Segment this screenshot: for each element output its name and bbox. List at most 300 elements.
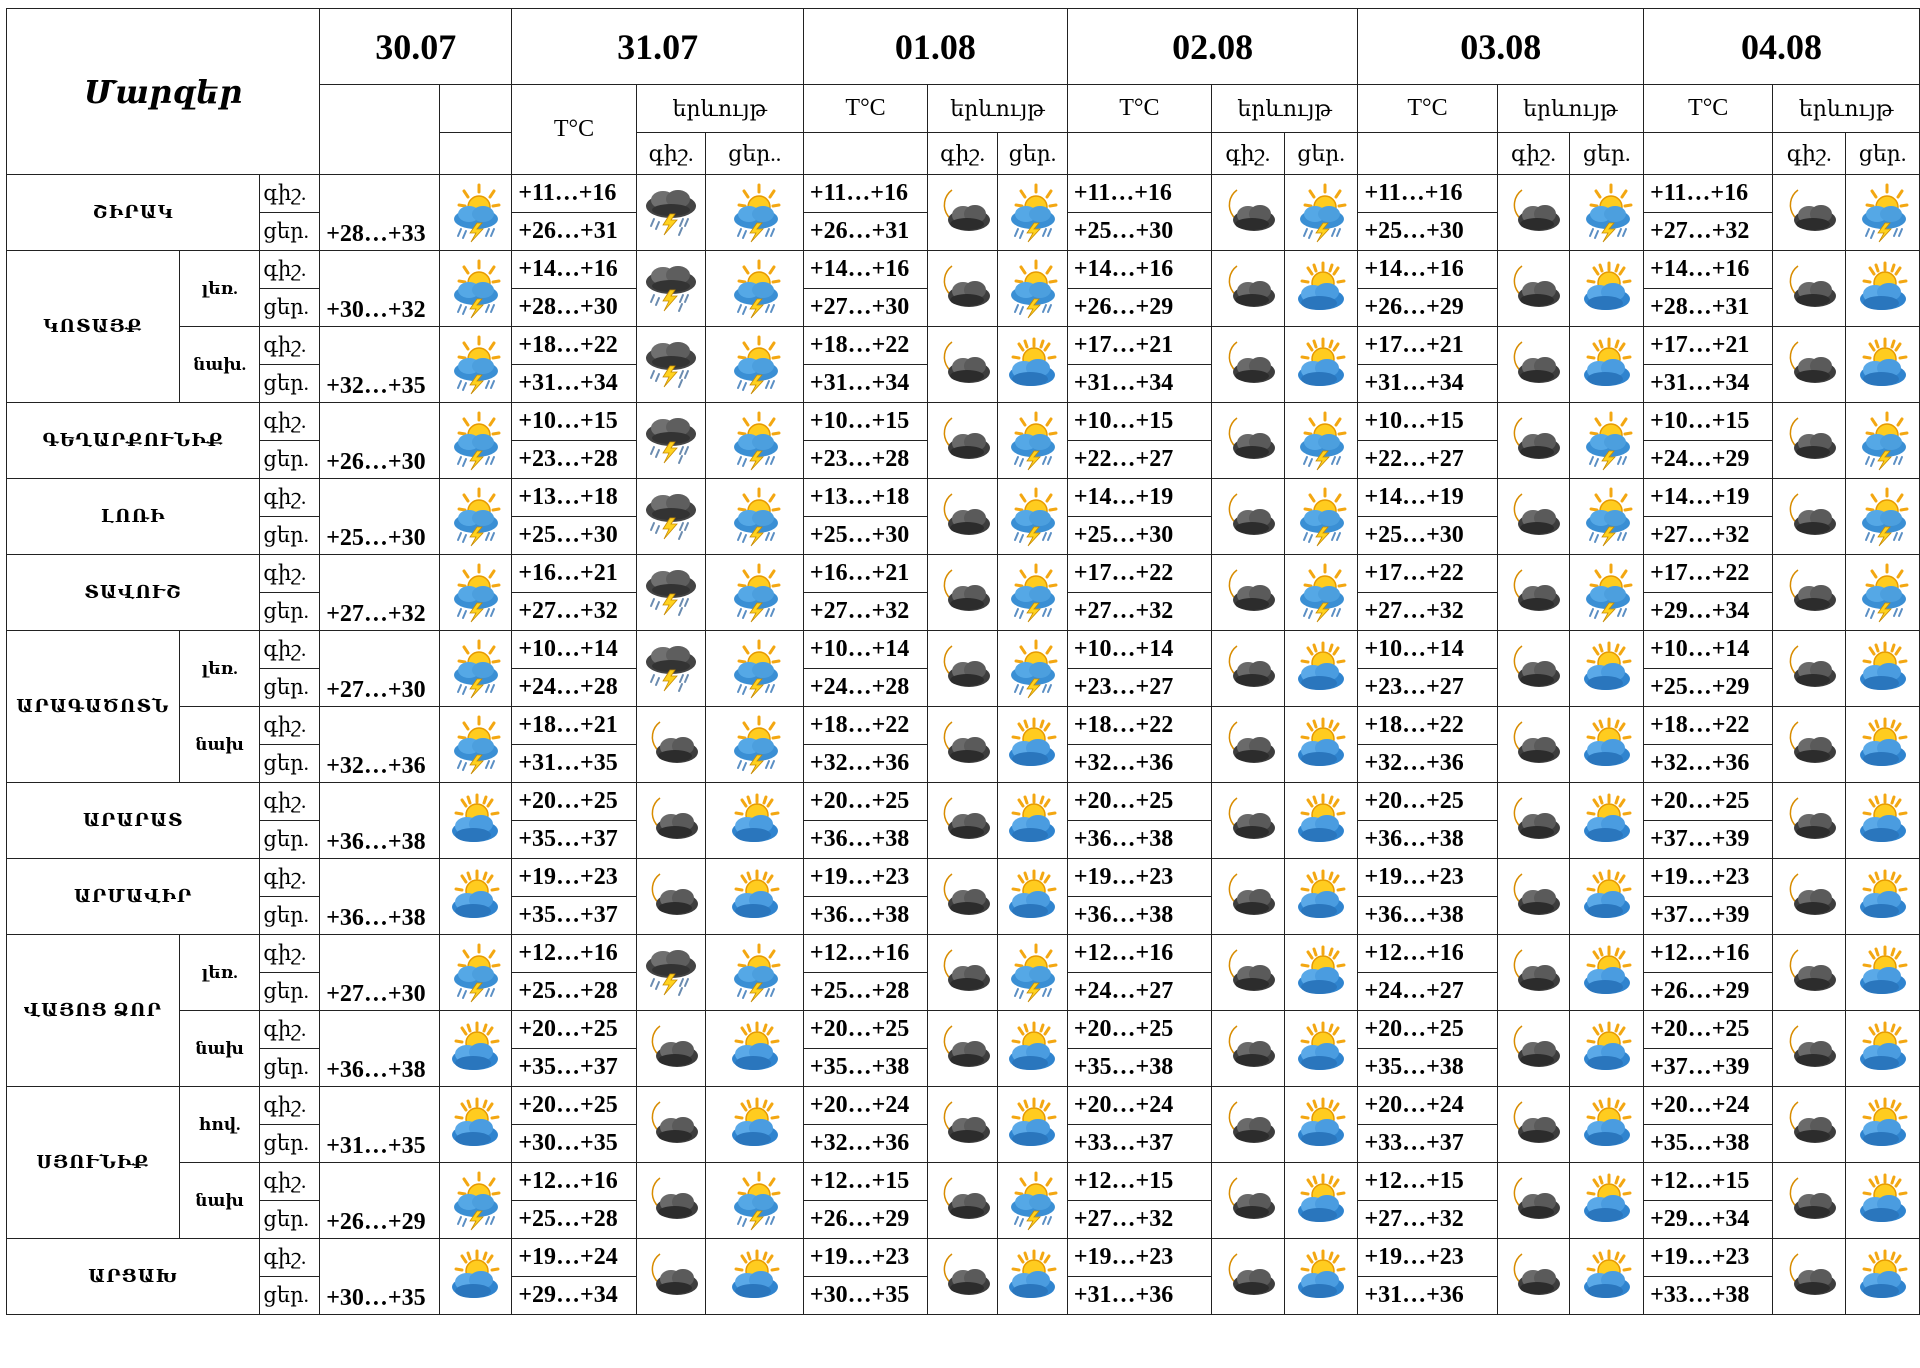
moon-cloud-icon bbox=[1780, 583, 1838, 600]
region-row bbox=[7, 327, 1920, 365]
sun-cloud-icon bbox=[1293, 1267, 1349, 1284]
weather-icon-cell bbox=[928, 555, 998, 631]
storm-sun-icon bbox=[1004, 507, 1060, 524]
night-label: գիշ. bbox=[260, 1011, 320, 1049]
sun-cloud-icon bbox=[1855, 1267, 1911, 1284]
weather-icon-cell bbox=[1846, 555, 1920, 631]
weather-icon-cell bbox=[1211, 859, 1284, 935]
night-temp: +18…+22 bbox=[803, 327, 927, 365]
day-label: ցեր. bbox=[260, 821, 320, 859]
day-temp: +26…+29 bbox=[803, 1201, 927, 1239]
weather-icon-cell bbox=[706, 327, 803, 403]
moon-cloud-icon bbox=[1504, 355, 1562, 372]
weather-icon-cell bbox=[928, 1239, 998, 1315]
moon-cloud-icon bbox=[934, 583, 992, 600]
sun-cloud-icon bbox=[1855, 355, 1911, 372]
storm-sun-icon bbox=[1004, 431, 1060, 448]
subregion-name: նախ. bbox=[179, 327, 260, 403]
weather-icon-cell bbox=[439, 1011, 512, 1087]
weather-icon-cell bbox=[636, 251, 706, 327]
moon-cloud-icon bbox=[642, 735, 700, 752]
night-temp: +20…+25 bbox=[1067, 783, 1211, 821]
day-temp: +36…+38 bbox=[1358, 821, 1497, 859]
night-temp: +19…+23 bbox=[1067, 859, 1211, 897]
day-temp: +31…+36 bbox=[1067, 1277, 1211, 1315]
storm-sun-icon bbox=[447, 1191, 503, 1208]
moon-cloud-icon bbox=[1780, 1115, 1838, 1132]
moon-cloud-icon bbox=[934, 1191, 992, 1208]
moon-cloud-icon bbox=[1219, 203, 1277, 220]
sun-cloud-icon bbox=[1293, 963, 1349, 980]
storm-sun-icon bbox=[1855, 583, 1911, 600]
day-temp: +25…+28 bbox=[512, 1201, 636, 1239]
weather-icon-cell bbox=[1846, 1011, 1920, 1087]
moon-cloud-icon bbox=[1780, 1267, 1838, 1284]
day-temp: +27…+32 bbox=[1644, 517, 1773, 555]
night-temp: +20…+25 bbox=[1644, 783, 1773, 821]
weather-icon-cell bbox=[1497, 1163, 1570, 1239]
storm-sun-icon bbox=[1579, 583, 1635, 600]
regions-header: Մարզեր bbox=[7, 9, 320, 175]
empty-header-cell bbox=[1358, 133, 1497, 175]
day-temp: +37…+39 bbox=[1644, 897, 1773, 935]
moon-cloud-icon bbox=[934, 1267, 992, 1284]
weather-icon-cell bbox=[1284, 783, 1358, 859]
sun-cloud-icon bbox=[1579, 279, 1635, 296]
weather-icon-cell bbox=[636, 555, 706, 631]
weather-icon-cell bbox=[706, 479, 803, 555]
phenomenon-header: երևույթ bbox=[1773, 85, 1920, 133]
first-day-temp: +27…+30 bbox=[320, 631, 439, 707]
moon-cloud-icon bbox=[1780, 1039, 1838, 1056]
weather-icon-cell bbox=[1846, 1087, 1920, 1163]
storm-cloud-icon bbox=[642, 355, 700, 372]
weather-icon-cell bbox=[1497, 1011, 1570, 1087]
night-temp: +17…+21 bbox=[1358, 327, 1497, 365]
storm-cloud-icon bbox=[642, 659, 700, 676]
night-temp: +17…+21 bbox=[1644, 327, 1773, 365]
day-temp: +32…+36 bbox=[803, 1125, 927, 1163]
storm-cloud-icon bbox=[642, 507, 700, 524]
moon-cloud-icon bbox=[934, 735, 992, 752]
weather-icon-cell bbox=[1846, 1239, 1920, 1315]
moon-cloud-icon bbox=[1504, 507, 1562, 524]
day-temp: +35…+37 bbox=[512, 897, 636, 935]
night-header: գիշ. bbox=[1211, 133, 1284, 175]
weather-icon-cell bbox=[1284, 631, 1358, 707]
weather-icon-cell bbox=[1773, 1011, 1846, 1087]
weather-icon-cell bbox=[1497, 935, 1570, 1011]
day-label: ցեր. bbox=[260, 669, 320, 707]
weather-icon-cell bbox=[998, 859, 1068, 935]
moon-cloud-icon bbox=[1504, 1115, 1562, 1132]
night-temp: +20…+24 bbox=[803, 1087, 927, 1125]
night-temp: +19…+23 bbox=[803, 859, 927, 897]
storm-sun-icon bbox=[1293, 507, 1349, 524]
weather-icon-cell bbox=[998, 327, 1068, 403]
sun-cloud-icon bbox=[1293, 1115, 1349, 1132]
day-header: ցեր. bbox=[1284, 133, 1358, 175]
weather-icon-cell bbox=[1497, 1087, 1570, 1163]
weather-icon-cell bbox=[998, 251, 1068, 327]
weather-icon-cell bbox=[998, 555, 1068, 631]
weather-icon-cell bbox=[1497, 707, 1570, 783]
sun-cloud-icon bbox=[1004, 1115, 1060, 1132]
weather-icon-cell bbox=[1497, 859, 1570, 935]
region-row bbox=[7, 1163, 1920, 1201]
weather-icon-cell bbox=[1211, 707, 1284, 783]
night-temp: +14…+19 bbox=[1067, 479, 1211, 517]
night-temp: +20…+25 bbox=[803, 1011, 927, 1049]
storm-sun-icon bbox=[1004, 659, 1060, 676]
region-row bbox=[7, 1011, 1920, 1049]
storm-sun-icon bbox=[1855, 431, 1911, 448]
region-row bbox=[7, 783, 1920, 821]
weather-icon-cell bbox=[1284, 479, 1358, 555]
night-temp: +10…+15 bbox=[1358, 403, 1497, 441]
moon-cloud-icon bbox=[1504, 963, 1562, 980]
region-row bbox=[7, 707, 1920, 745]
day-temp: +25…+30 bbox=[803, 517, 927, 555]
moon-cloud-icon bbox=[934, 279, 992, 296]
weather-icon-cell bbox=[1284, 935, 1358, 1011]
storm-sun-icon bbox=[1855, 203, 1911, 220]
day-temp: +25…+30 bbox=[1358, 213, 1497, 251]
day-temp: +36…+38 bbox=[1358, 897, 1497, 935]
day-temp: +26…+31 bbox=[512, 213, 636, 251]
night-temp: +10…+15 bbox=[803, 403, 927, 441]
weather-icon-cell bbox=[1211, 403, 1284, 479]
empty-header-cell bbox=[1644, 133, 1773, 175]
day-temp: +23…+27 bbox=[1358, 669, 1497, 707]
sun-cloud-icon bbox=[447, 1267, 503, 1284]
weather-icon-cell bbox=[636, 327, 706, 403]
day-temp: +24…+28 bbox=[803, 669, 927, 707]
night-label: գիշ. bbox=[260, 631, 320, 669]
night-temp: +12…+16 bbox=[803, 935, 927, 973]
day-temp: +27…+30 bbox=[803, 289, 927, 327]
weather-icon-cell bbox=[636, 1087, 706, 1163]
day-temp: +32…+36 bbox=[1644, 745, 1773, 783]
date-header: 04.08 bbox=[1644, 9, 1920, 85]
weather-icon-cell bbox=[1497, 1239, 1570, 1315]
night-temp: +18…+22 bbox=[1067, 707, 1211, 745]
moon-cloud-icon bbox=[642, 1115, 700, 1132]
weather-icon-cell bbox=[636, 707, 706, 783]
night-temp: +20…+25 bbox=[512, 1011, 636, 1049]
day-temp: +27…+32 bbox=[512, 593, 636, 631]
night-temp: +10…+14 bbox=[803, 631, 927, 669]
night-temp: +19…+23 bbox=[1358, 1239, 1497, 1277]
day-temp: +32…+36 bbox=[1358, 745, 1497, 783]
weather-icon-cell bbox=[1497, 403, 1570, 479]
moon-cloud-icon bbox=[642, 1267, 700, 1284]
weather-icon-cell bbox=[1284, 403, 1358, 479]
weather-icon-cell bbox=[1211, 1087, 1284, 1163]
day-temp: +24…+29 bbox=[1644, 441, 1773, 479]
weather-icon-cell bbox=[998, 783, 1068, 859]
storm-sun-icon bbox=[447, 355, 503, 372]
weather-icon-cell bbox=[1497, 251, 1570, 327]
weather-icon-cell bbox=[1211, 555, 1284, 631]
storm-sun-icon bbox=[727, 963, 783, 980]
forecast-container bbox=[6, 8, 1920, 1315]
weather-icon-cell bbox=[439, 1163, 512, 1239]
night-temp: +20…+25 bbox=[512, 1087, 636, 1125]
moon-cloud-icon bbox=[1504, 203, 1562, 220]
weather-icon-cell bbox=[706, 859, 803, 935]
sun-cloud-icon bbox=[1579, 355, 1635, 372]
moon-cloud-icon bbox=[934, 355, 992, 372]
day-temp: +35…+37 bbox=[512, 1049, 636, 1087]
weather-icon-cell bbox=[706, 403, 803, 479]
date-header: 02.08 bbox=[1067, 9, 1358, 85]
storm-sun-icon bbox=[447, 583, 503, 600]
moon-cloud-icon bbox=[1219, 887, 1277, 904]
day-temp: +27…+32 bbox=[803, 593, 927, 631]
day-temp: +31…+34 bbox=[512, 365, 636, 403]
region-name: ԿՈՏԱՅՔ bbox=[7, 251, 180, 403]
sun-cloud-icon bbox=[1855, 1191, 1911, 1208]
subregion-name: նախ bbox=[179, 1011, 260, 1087]
moon-cloud-icon bbox=[1219, 1115, 1277, 1132]
day-temp: +30…+35 bbox=[512, 1125, 636, 1163]
weather-icon-cell bbox=[1497, 555, 1570, 631]
subregion-name: լեռ. bbox=[179, 251, 260, 327]
weather-icon-cell bbox=[1846, 631, 1920, 707]
day-temp: +35…+38 bbox=[803, 1049, 927, 1087]
night-temp: +14…+16 bbox=[1067, 251, 1211, 289]
day-temp: +27…+32 bbox=[1644, 213, 1773, 251]
weather-icon-cell bbox=[1773, 175, 1846, 251]
night-temp: +11…+16 bbox=[1358, 175, 1497, 213]
region-row bbox=[7, 631, 1920, 669]
weather-icon-cell bbox=[1211, 251, 1284, 327]
moon-cloud-icon bbox=[1780, 355, 1838, 372]
sun-cloud-icon bbox=[1293, 811, 1349, 828]
weather-icon-cell bbox=[1284, 1087, 1358, 1163]
weather-icon-cell bbox=[439, 1087, 512, 1163]
moon-cloud-icon bbox=[1504, 279, 1562, 296]
sun-cloud-icon bbox=[1579, 811, 1635, 828]
day-label: ցեր. bbox=[260, 973, 320, 1011]
day-header: ցեր.. bbox=[706, 133, 803, 175]
storm-sun-icon bbox=[1579, 203, 1635, 220]
region-name: ԱՐՑԱԽ bbox=[7, 1239, 260, 1315]
day-label: ցեր. bbox=[260, 213, 320, 251]
empty-header-cell bbox=[803, 133, 927, 175]
sun-cloud-icon bbox=[1579, 1191, 1635, 1208]
night-label: գիշ. bbox=[260, 1163, 320, 1201]
moon-cloud-icon bbox=[1219, 659, 1277, 676]
weather-icon-cell bbox=[706, 1239, 803, 1315]
moon-cloud-icon bbox=[1504, 887, 1562, 904]
moon-cloud-icon bbox=[1219, 811, 1277, 828]
day-label: ցեր. bbox=[260, 441, 320, 479]
moon-cloud-icon bbox=[934, 507, 992, 524]
date-header: 03.08 bbox=[1358, 9, 1644, 85]
day-temp: +28…+30 bbox=[512, 289, 636, 327]
weather-icon-cell bbox=[706, 1011, 803, 1087]
day-temp: +31…+34 bbox=[803, 365, 927, 403]
weather-icon-cell bbox=[1570, 251, 1644, 327]
night-temp: +20…+25 bbox=[803, 783, 927, 821]
day-temp: +25…+30 bbox=[1067, 213, 1211, 251]
storm-sun-icon bbox=[447, 203, 503, 220]
weather-icon-cell bbox=[928, 631, 998, 707]
weather-icon-cell bbox=[1773, 1087, 1846, 1163]
sun-cloud-icon bbox=[1293, 887, 1349, 904]
first-day-temp: +27…+30 bbox=[320, 935, 439, 1011]
night-temp: +18…+21 bbox=[512, 707, 636, 745]
moon-cloud-icon bbox=[934, 203, 992, 220]
night-label: գիշ. bbox=[260, 327, 320, 365]
weather-icon-cell bbox=[439, 327, 512, 403]
sun-cloud-icon bbox=[1004, 811, 1060, 828]
weather-icon-cell bbox=[1846, 403, 1920, 479]
night-temp: +19…+23 bbox=[803, 1239, 927, 1277]
weather-icon-cell bbox=[706, 707, 803, 783]
moon-cloud-icon bbox=[1780, 507, 1838, 524]
sun-cloud-icon bbox=[727, 811, 783, 828]
weather-icon-cell bbox=[928, 859, 998, 935]
night-temp: +12…+16 bbox=[1067, 935, 1211, 973]
night-temp: +19…+24 bbox=[512, 1239, 636, 1277]
region-name: ՏԱՎՈՒՇ bbox=[7, 555, 260, 631]
sun-cloud-icon bbox=[1293, 1191, 1349, 1208]
weather-icon-cell bbox=[1846, 935, 1920, 1011]
moon-cloud-icon bbox=[1780, 887, 1838, 904]
moon-cloud-icon bbox=[1780, 1191, 1838, 1208]
weather-icon-cell bbox=[928, 1087, 998, 1163]
weather-icon-cell bbox=[1211, 1011, 1284, 1087]
weather-icon-cell bbox=[1846, 707, 1920, 783]
night-temp: +19…+23 bbox=[1067, 1239, 1211, 1277]
weather-icon-cell bbox=[1284, 251, 1358, 327]
day-temp: +33…+37 bbox=[1067, 1125, 1211, 1163]
weather-icon-cell bbox=[928, 403, 998, 479]
day-temp: +31…+36 bbox=[1358, 1277, 1497, 1315]
weather-icon-cell bbox=[928, 327, 998, 403]
storm-sun-icon bbox=[1004, 279, 1060, 296]
moon-cloud-icon bbox=[1219, 1267, 1277, 1284]
moon-cloud-icon bbox=[934, 811, 992, 828]
first-day-temp: +36…+38 bbox=[320, 859, 439, 935]
region-row bbox=[7, 555, 1920, 593]
sun-cloud-icon bbox=[1004, 1039, 1060, 1056]
sun-cloud-icon bbox=[1579, 659, 1635, 676]
storm-sun-icon bbox=[1855, 507, 1911, 524]
first-day-temp: +26…+30 bbox=[320, 403, 439, 479]
region-name: ԳԵՂԱՐՔՈՒՆԻՔ bbox=[7, 403, 260, 479]
moon-cloud-icon bbox=[1504, 1191, 1562, 1208]
moon-cloud-icon bbox=[1780, 279, 1838, 296]
night-temp: +17…+21 bbox=[1067, 327, 1211, 365]
day-temp: +26…+29 bbox=[1644, 973, 1773, 1011]
day-temp: +31…+34 bbox=[1358, 365, 1497, 403]
weather-icon-cell bbox=[1284, 859, 1358, 935]
night-temp: +20…+25 bbox=[1644, 1011, 1773, 1049]
temp-header: T°C bbox=[512, 85, 636, 175]
moon-cloud-icon bbox=[934, 1115, 992, 1132]
first-day-temp: +31…+35 bbox=[320, 1087, 439, 1163]
day-temp: +29…+34 bbox=[512, 1277, 636, 1315]
sun-cloud-icon bbox=[727, 1039, 783, 1056]
weather-icon-cell bbox=[439, 935, 512, 1011]
empty-header-cell bbox=[320, 85, 439, 175]
day-temp: +29…+34 bbox=[1644, 593, 1773, 631]
storm-sun-icon bbox=[1293, 583, 1349, 600]
sun-cloud-icon bbox=[1855, 735, 1911, 752]
storm-sun-icon bbox=[727, 431, 783, 448]
day-label: ցեր. bbox=[260, 1125, 320, 1163]
weather-icon-cell bbox=[928, 251, 998, 327]
day-label: ցեր. bbox=[260, 365, 320, 403]
day-temp: +27…+32 bbox=[1358, 593, 1497, 631]
moon-cloud-icon bbox=[1504, 659, 1562, 676]
region-row bbox=[7, 859, 1920, 897]
weather-icon-cell bbox=[1570, 783, 1644, 859]
day-label: ցեր. bbox=[260, 1049, 320, 1087]
date-header: 31.07 bbox=[512, 9, 804, 85]
weather-icon-cell bbox=[1773, 1239, 1846, 1315]
sun-cloud-icon bbox=[1004, 1267, 1060, 1284]
night-temp: +11…+16 bbox=[512, 175, 636, 213]
first-day-temp: +32…+35 bbox=[320, 327, 439, 403]
temp-header: T°C bbox=[1067, 85, 1211, 133]
weather-icon-cell bbox=[1773, 631, 1846, 707]
date-header: 30.07 bbox=[320, 9, 512, 85]
weather-icon-cell bbox=[1211, 631, 1284, 707]
region-name: ԱՐԱԳԱԾՈՏՆ bbox=[7, 631, 180, 783]
weather-icon-cell bbox=[1570, 479, 1644, 555]
weather-icon-cell bbox=[1284, 175, 1358, 251]
sun-cloud-icon bbox=[1293, 355, 1349, 372]
moon-cloud-icon bbox=[1219, 355, 1277, 372]
day-temp: +33…+37 bbox=[1358, 1125, 1497, 1163]
weather-icon-cell bbox=[998, 707, 1068, 783]
night-temp: +12…+16 bbox=[1644, 935, 1773, 973]
night-temp: +17…+22 bbox=[1067, 555, 1211, 593]
night-temp: +11…+16 bbox=[803, 175, 927, 213]
moon-cloud-icon bbox=[642, 1191, 700, 1208]
weather-icon-cell bbox=[636, 1011, 706, 1087]
weather-icon-cell bbox=[998, 1087, 1068, 1163]
sun-cloud-icon bbox=[727, 887, 783, 904]
weather-icon-cell bbox=[636, 935, 706, 1011]
sun-cloud-icon bbox=[1579, 1115, 1635, 1132]
weather-icon-cell bbox=[998, 1163, 1068, 1239]
night-temp: +19…+23 bbox=[512, 859, 636, 897]
region-name: ՍՅՈՒՆԻՔ bbox=[7, 1087, 180, 1239]
sun-cloud-icon bbox=[1855, 1115, 1911, 1132]
day-temp: +31…+34 bbox=[1067, 365, 1211, 403]
moon-cloud-icon bbox=[1219, 431, 1277, 448]
first-day-temp: +28…+33 bbox=[320, 175, 439, 251]
moon-cloud-icon bbox=[1504, 735, 1562, 752]
day-label: ցեր. bbox=[260, 1201, 320, 1239]
moon-cloud-icon bbox=[1219, 1039, 1277, 1056]
weather-icon-cell bbox=[706, 1087, 803, 1163]
subregion-name: հով. bbox=[179, 1087, 260, 1163]
day-temp: +30…+35 bbox=[803, 1277, 927, 1315]
day-temp: +36…+38 bbox=[1067, 897, 1211, 935]
weather-icon-cell bbox=[439, 175, 512, 251]
subregion-name: նախ bbox=[179, 1163, 260, 1239]
phenomenon-header: երևույթ bbox=[1497, 85, 1644, 133]
sun-cloud-icon bbox=[1004, 355, 1060, 372]
weather-icon-cell bbox=[1773, 555, 1846, 631]
